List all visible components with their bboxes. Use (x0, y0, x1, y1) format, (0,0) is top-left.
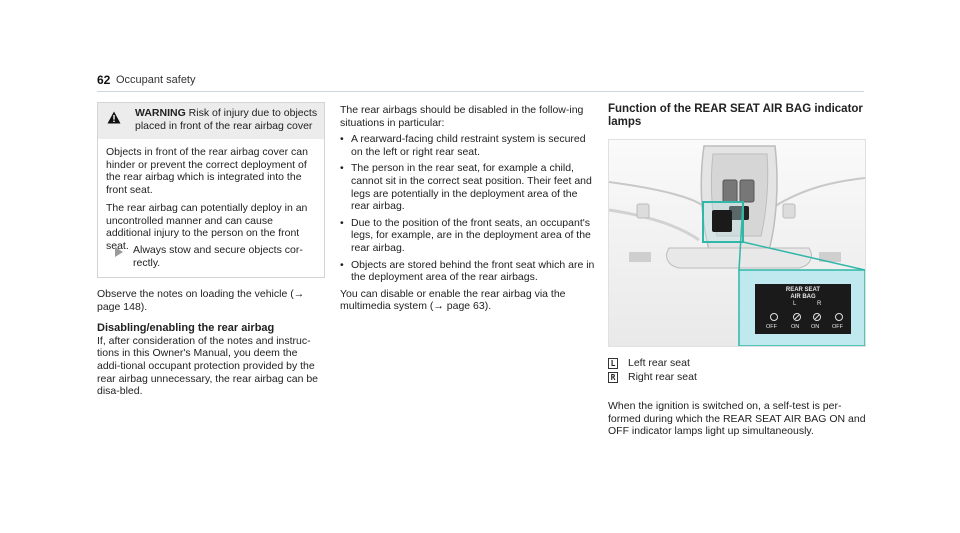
warning-body (106, 146, 318, 258)
section-title: Occupant safety (116, 74, 196, 86)
image-legend (608, 357, 697, 385)
warning-triangle-icon (107, 111, 121, 124)
panel-state-1: OFF (766, 324, 777, 330)
indicator-panel (755, 284, 851, 334)
legend-text: Right rear seat (628, 371, 697, 383)
middle-outro: You can disable or enable the rear airbag via the multimedia system (→ page 63). (340, 287, 566, 313)
list-item: • The person in the rear seat, for example a child, cannot sit in the correct seat position. Their feet and legs are potentially in the deployment area of the rear airbag. (340, 162, 595, 212)
warning-header (98, 103, 324, 139)
warning-paragraph-1: Objects in front of the rear airbag cover can hinder or prevent the correct deployment of the rear airbag which is integrated into the front seat. (106, 146, 308, 196)
key-badge-right: R (608, 372, 618, 383)
warning-heading (135, 107, 320, 132)
panel-state-2: ON (791, 324, 800, 330)
warning-action: Always stow and secure objects cor-rectly. (133, 244, 303, 269)
left-column-text (97, 288, 323, 398)
middle-intro: The rear airbags should be disabled in the follow-ing situations in particular: (340, 104, 584, 129)
panel-label-left: L (793, 301, 797, 307)
key-badge-left: L (608, 358, 618, 369)
legend-item (608, 371, 697, 384)
self-test-note: When the ignition is switched on, a self-test is per-formed during which the REAR SEAT AIR BAG ON and OFF indicator lamps light up simultaneously. (608, 400, 866, 437)
situation-list (340, 133, 595, 284)
header-divider (97, 91, 864, 92)
panel-label-right: R (817, 301, 822, 307)
warning-box (97, 102, 325, 278)
legend-text: Left rear seat (628, 357, 690, 369)
panel-line-2: AIR BAG (790, 294, 816, 300)
panel-state-3: ON (811, 324, 820, 330)
legend-item (608, 357, 697, 370)
action-arrow-icon (115, 247, 123, 257)
page-number: 62 (97, 73, 111, 87)
warning-subtitle: Risk of injury due to objects placed in front of the rear airbag cover (135, 107, 318, 132)
section-heading: Function of the REAR SEAT AIR BAG indicator lamps (608, 103, 863, 128)
subheading-disabling: Disabling/enabling the rear airbag (97, 322, 275, 335)
middle-column (340, 104, 595, 313)
overhead-console-illustration (608, 139, 866, 347)
observe-note: Observe the notes on loading the vehicle (→ page 148). (97, 288, 305, 313)
warning-title: WARNING (135, 107, 186, 119)
warning-paragraph-2: The rear airbag can potentially deploy in an uncontrolled manner and can cause additional injury to the person on the front seat. (106, 202, 308, 252)
list-item: • A rearward-facing child restraint system is secured on the left or right rear seat. (340, 133, 595, 158)
list-item: • Objects are stored behind the front seat which are in the deployment area of the rear airbags. (340, 259, 595, 284)
list-item: • Due to the position of the front seats, an occupant's legs, for example, are in the deployment area of the rear airbag. (340, 217, 595, 255)
panel-state-4: OFF (832, 324, 843, 330)
disabling-body: If, after consideration of the notes and instruc-tions in this Owner's Manual, you deem the addi-tional occupant protection provided by the rear airbag unnecessary, the rear airbag can be disa-bled. (97, 334, 319, 398)
panel-line-1: REAR SEAT (785, 287, 821, 293)
